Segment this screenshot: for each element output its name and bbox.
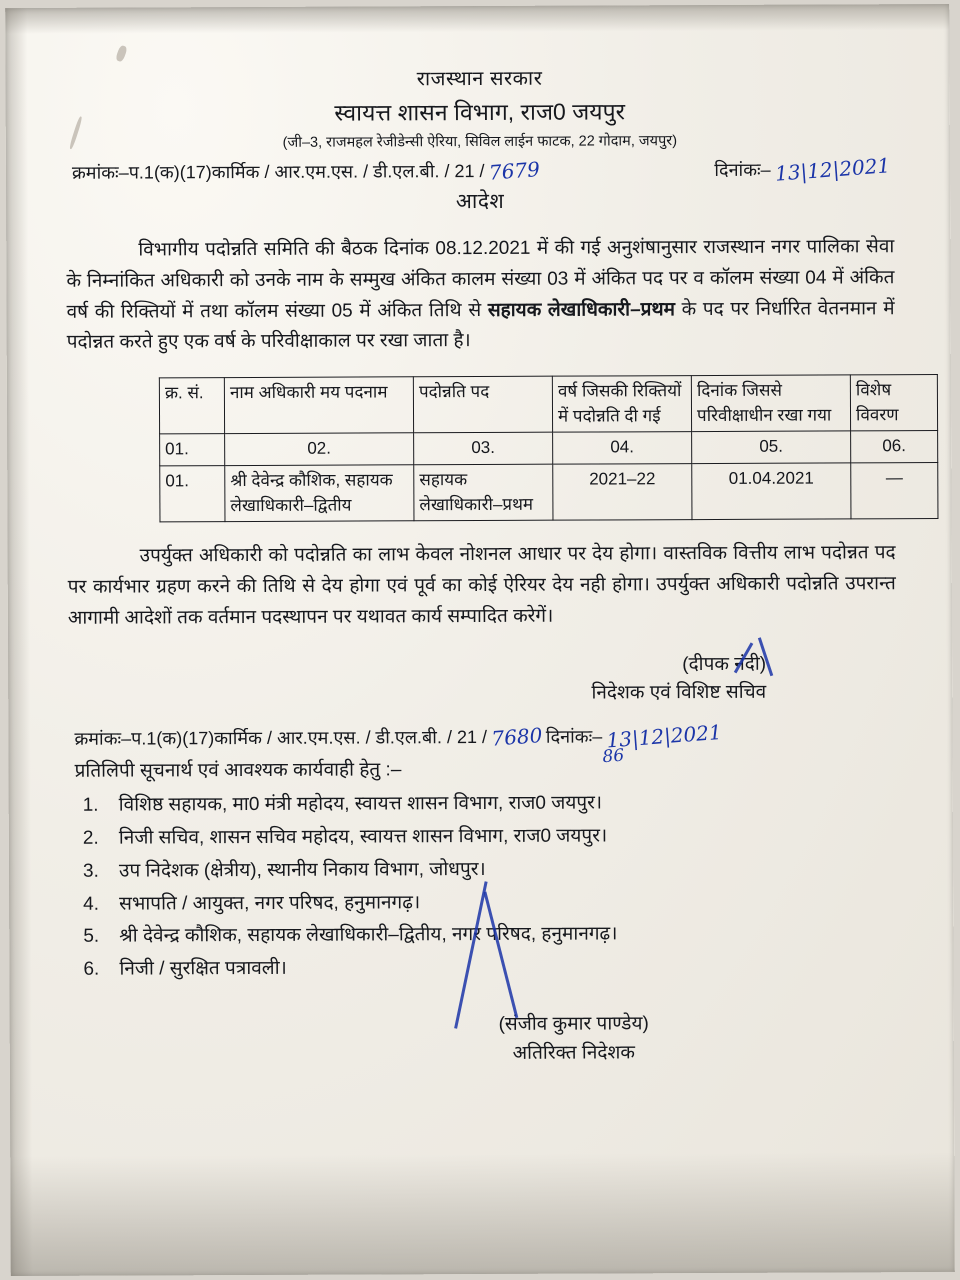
list-item bbox=[83, 853, 897, 887]
copy-memo-label: क्रमांकः–प.1(क)(17)कार्मिक / आर.एम.एस. / डी.एल.बी. / 21 / bbox=[74, 726, 488, 749]
list-item bbox=[83, 820, 897, 854]
copy-heading: प्रतिलिपी सूचनार्थ एवं आवश्यक कार्यवाही हेतु :– bbox=[74, 758, 402, 782]
list-item bbox=[83, 919, 897, 953]
signature-block-secondary bbox=[70, 1008, 898, 1070]
copy-memo-number-line bbox=[68, 719, 896, 752]
list-item-number: 6. bbox=[83, 958, 100, 980]
memo-number-line bbox=[66, 153, 894, 186]
list-item-text: निजी / सुरक्षित पत्रावली। bbox=[119, 958, 287, 980]
copy-memo-date-label: दिनांकः– bbox=[545, 726, 603, 747]
table-header-year: वर्ष जिसकी रिक्तियों में पदोन्नति दी गई bbox=[552, 376, 691, 433]
list-item-text: निजी सचिव, शासन सचिव महोदय, स्वायत्त शासन विभाग, राज0 जयपुर। bbox=[118, 825, 608, 849]
table-column-number-row bbox=[160, 431, 938, 466]
table-header-probation-date: दिनांक जिससे परिवीक्षाधीन रखा गया bbox=[691, 375, 850, 432]
row-officer-name: श्री देवेन्द्र कौशिक, सहायक लेखाधिकारी–द्वितीय bbox=[225, 465, 414, 522]
list-item-number: 3. bbox=[82, 860, 99, 882]
scan-shadow-left bbox=[5, 8, 33, 1276]
row-remarks: — bbox=[851, 462, 938, 519]
memo-date-handwritten: 13|12|2021 bbox=[773, 153, 891, 186]
list-item-number: 1. bbox=[82, 794, 99, 817]
paper-sheet bbox=[5, 4, 955, 1276]
list-item-text: उप निदेशक (क्षेत्रीय), स्थानीय निकाय विभाग, जोधपुर। bbox=[118, 858, 486, 882]
table-colnum-4: 04. bbox=[553, 432, 692, 464]
order-title: आदेश bbox=[455, 189, 505, 214]
order-body-paragraph bbox=[66, 232, 895, 359]
copy-memo-number-handwritten: 7680 bbox=[490, 722, 543, 751]
order-body-bold: सहायक लेखाधिकारी–प्रथम bbox=[487, 298, 675, 321]
signature-designation-primary: निदेशक एवं विशिष्ट सचिव bbox=[591, 681, 767, 704]
promotion-table bbox=[159, 374, 939, 523]
table-header-post: पदोन्नति पद bbox=[413, 376, 552, 433]
scan-shadow-top bbox=[5, 4, 949, 34]
order-body-part2: के पद पर निर्धारित वेतनमान में पदोन्नत करते हुए एक वर्ष के परिवीक्षाकाल पर रखा जाता है। bbox=[66, 297, 895, 354]
copy-recipient-list bbox=[83, 788, 898, 986]
table-colnum-1: 01. bbox=[160, 434, 225, 466]
list-item bbox=[83, 788, 897, 822]
table-colnum-2: 02. bbox=[225, 433, 414, 465]
row-sno: 01. bbox=[160, 466, 225, 523]
closing-paragraph: उपर्युक्त अधिकारी को पदोन्नति का लाभ केवल नोशनल आधार पर देय होगा। वास्तविक वित्तीय लाभ पदोन्नत पद पर कार्यभार ग्रहण करने की तिथि से देय होगा एवं पूर्व का कोई ऐरियर देय नही होगा। उपर्युक्त अधिकारी पदोन्नति उपरान्त आगामी आदेशों तक वर्तमान पदस्थापन पर यथावत कार्य सम्पादित करेगें। bbox=[67, 542, 896, 629]
list-item-text: श्री देवेन्द्र कौशिक, सहायक लेखाधिकारी–द्वितीय, नगर परिषद, हनुमानगढ़। bbox=[119, 923, 618, 947]
list-item-number: 4. bbox=[83, 893, 100, 915]
table-header-row bbox=[159, 375, 937, 435]
list-item-text: विशिष्ठ सहायक, मा0 मंत्री महोदय, स्वायत्त शासन विभाग, राज0 जयपुर। bbox=[118, 792, 603, 816]
row-vacancy-year: 2021–22 bbox=[553, 464, 692, 521]
table-row bbox=[160, 462, 938, 522]
document-content bbox=[65, 44, 907, 1070]
signature-block-primary bbox=[68, 650, 896, 711]
department-address: (जी–3, राजमहल रेजीडेन्सी ऐरिया, सिविल लाईन फाटक, 22 गोदाम, जयपुर) bbox=[282, 133, 678, 151]
table-colnum-6: 06. bbox=[851, 431, 938, 463]
list-item bbox=[83, 951, 897, 985]
memo-number-label: क्रमांकः–प.1(क)(17)कार्मिक / आर.एम.एस. / डी.एल.बी. / 21 / bbox=[71, 160, 485, 183]
table-colnum-5: 05. bbox=[692, 431, 851, 463]
signature-name-secondary: (संजीव कुमार पाण्डेय) bbox=[498, 1013, 649, 1035]
scan-shadow-bottom bbox=[10, 1152, 955, 1276]
memo-number-handwritten: 7679 bbox=[487, 156, 541, 185]
table-colnum-3: 03. bbox=[414, 433, 553, 465]
copy-memo-number-handwritten-2: 86 bbox=[601, 745, 625, 767]
row-probation-date: 01.04.2021 bbox=[692, 463, 851, 520]
row-promoted-post: सहायक लेखाधिकारी–प्रथम bbox=[414, 464, 553, 521]
list-item-text: सभापति / आयुक्त, नगर परिषद, हनुमानगढ़। bbox=[119, 891, 421, 915]
table-header-remarks: विशेष विवरण bbox=[850, 375, 937, 432]
table-header-name: नाम अधिकारी मय पदनाम bbox=[224, 377, 413, 434]
signature-name-primary: (दीपक नंदी) bbox=[682, 653, 767, 675]
table-header-sno: क्र. सं. bbox=[159, 378, 224, 435]
order-body-part1: विभागीय पदोन्नति समिति की बैठक दिनांक 08.12.2021 में की गई अनुशंषानुसार राजस्थान नगर पालिका सेवा के निम्नांकित अधिकारी को उनके नाम के सम्मुख अंकित कालम संख्या 03 में अंकित पद पर व कॉलम संख्या 04 में अंकित वर्ष की रिक्तियों में तथा कॉलम संख्या 05 में अंकित तिथि से bbox=[66, 236, 895, 323]
list-item-number: 2. bbox=[82, 827, 99, 849]
memo-date-label: दिनांकः– bbox=[714, 159, 771, 180]
copy-memo-date-handwritten: 13|12|2021 bbox=[605, 719, 723, 752]
list-item-number: 5. bbox=[83, 926, 100, 948]
govt-title: राजस्थान सरकार bbox=[416, 67, 543, 91]
signature-designation-secondary: अतिरिक्त निदेशक bbox=[512, 1042, 636, 1065]
department-title: स्वायत्त शासन विभाग, राज0 जयपुर bbox=[334, 98, 626, 126]
